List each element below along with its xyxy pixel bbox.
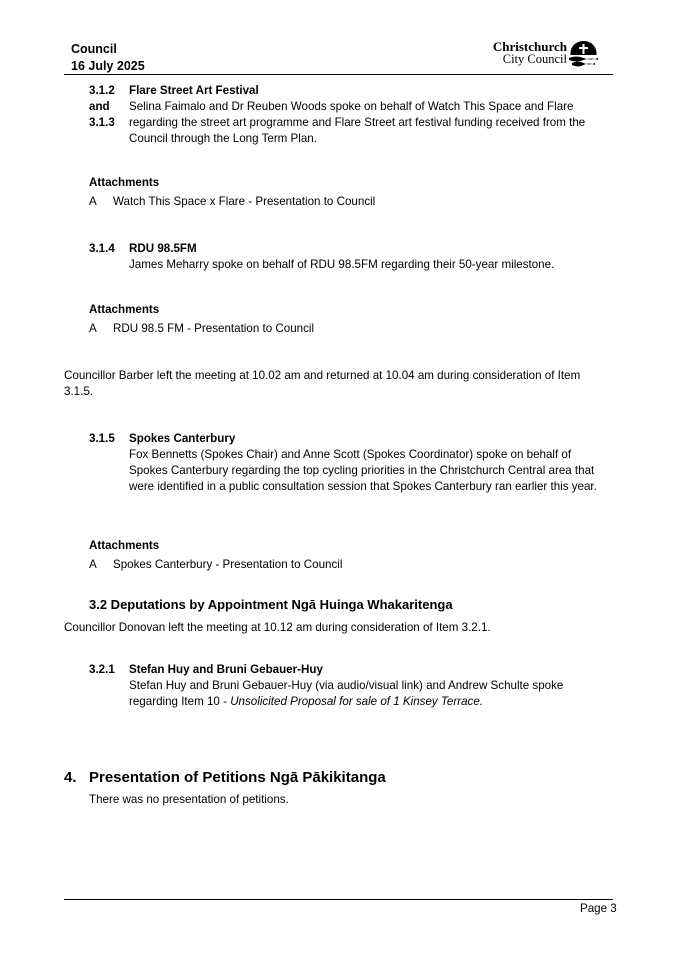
item-body-italic: Unsolicited Proposal for sale of 1 Kinsey Terrace. — [230, 695, 484, 708]
attachments-heading: Attachments — [89, 176, 160, 189]
logo-text-line1: Christchurch — [492, 39, 567, 54]
item-heading: Stefan Huy and Bruni Gebauer-Huy — [129, 663, 323, 676]
attachment-link[interactable]: RDU 98.5 FM - Presentation to Council — [113, 322, 315, 335]
logo-text-line2: City Council — [502, 52, 567, 66]
attachment-link[interactable]: Spokes Canterbury - Presentation to Council — [113, 558, 343, 571]
section-body: There was no presentation of petitions. — [89, 793, 289, 806]
section-number: 4. — [64, 769, 77, 786]
item-heading: RDU 98.5FM — [129, 242, 197, 255]
header-rule — [64, 74, 613, 75]
item-number: 3.1.4 — [89, 242, 115, 255]
item-number: 3.2.1 — [89, 663, 115, 676]
attachment-letter: A — [89, 322, 97, 335]
item-heading: Spokes Canterbury — [129, 432, 236, 445]
item-body: Fox Bennetts (Spokes Chair) and Anne Scott (Spokes Coordinator) spoke on behalf of Spokes Canterbury regarding the top cycling priorities in the Christchurch Central area that were identified in a public consultation session that Spokes Canterbury ran earlier this year. — [129, 448, 597, 493]
item-number: 3.1.5 — [89, 432, 115, 445]
attachment-letter: A — [89, 558, 97, 571]
section-heading: Presentation of Petitions Ngā Pākikitanga — [89, 769, 386, 786]
header-title: Council — [71, 42, 117, 56]
minute-note: Councillor Barber left the meeting at 10.02 am and returned at 10.04 am during consideration of Item 3.1.5. — [64, 369, 581, 398]
item-body: James Meharry spoke on behalf of RDU 98.5FM regarding their 50-year milestone. — [129, 258, 555, 271]
footer-rule — [64, 899, 613, 900]
minute-note: Councillor Donovan left the meeting at 10.12 am during consideration of Item 3.2.1. — [64, 621, 491, 634]
item-number: 3.1.2 — [89, 84, 115, 97]
item-body: Selina Faimalo and Dr Reuben Woods spoke on behalf of Watch This Space and Flare regarding the street art programme and Flare Street art festival funding received from the Council through the Long Term Plan. — [129, 100, 586, 145]
header-date: 16 July 2025 — [71, 59, 145, 73]
item-number-and: and — [89, 100, 110, 113]
attachment-link[interactable]: Watch This Space x Flare - Presentation to Council — [113, 195, 376, 208]
item-number: 3.1.3 — [89, 116, 115, 129]
page-number: Page 3 — [580, 902, 617, 915]
item-body-text: Stefan Huy and Bruni Gebauer-Huy (via audio/visual link) and Andrew Schulte spoke regarding Item 10 - — [129, 679, 564, 708]
council-logo — [470, 40, 600, 70]
section-heading: 3.2 Deputations by Appointment Ngā Huinga Whakaritenga — [89, 597, 453, 612]
item-heading: Flare Street Art Festival — [129, 84, 259, 97]
attachments-heading: Attachments — [89, 539, 160, 552]
cathedral-emblem-icon — [569, 41, 598, 67]
attachment-letter: A — [89, 195, 97, 208]
item-body — [129, 678, 599, 710]
attachments-heading: Attachments — [89, 303, 160, 316]
